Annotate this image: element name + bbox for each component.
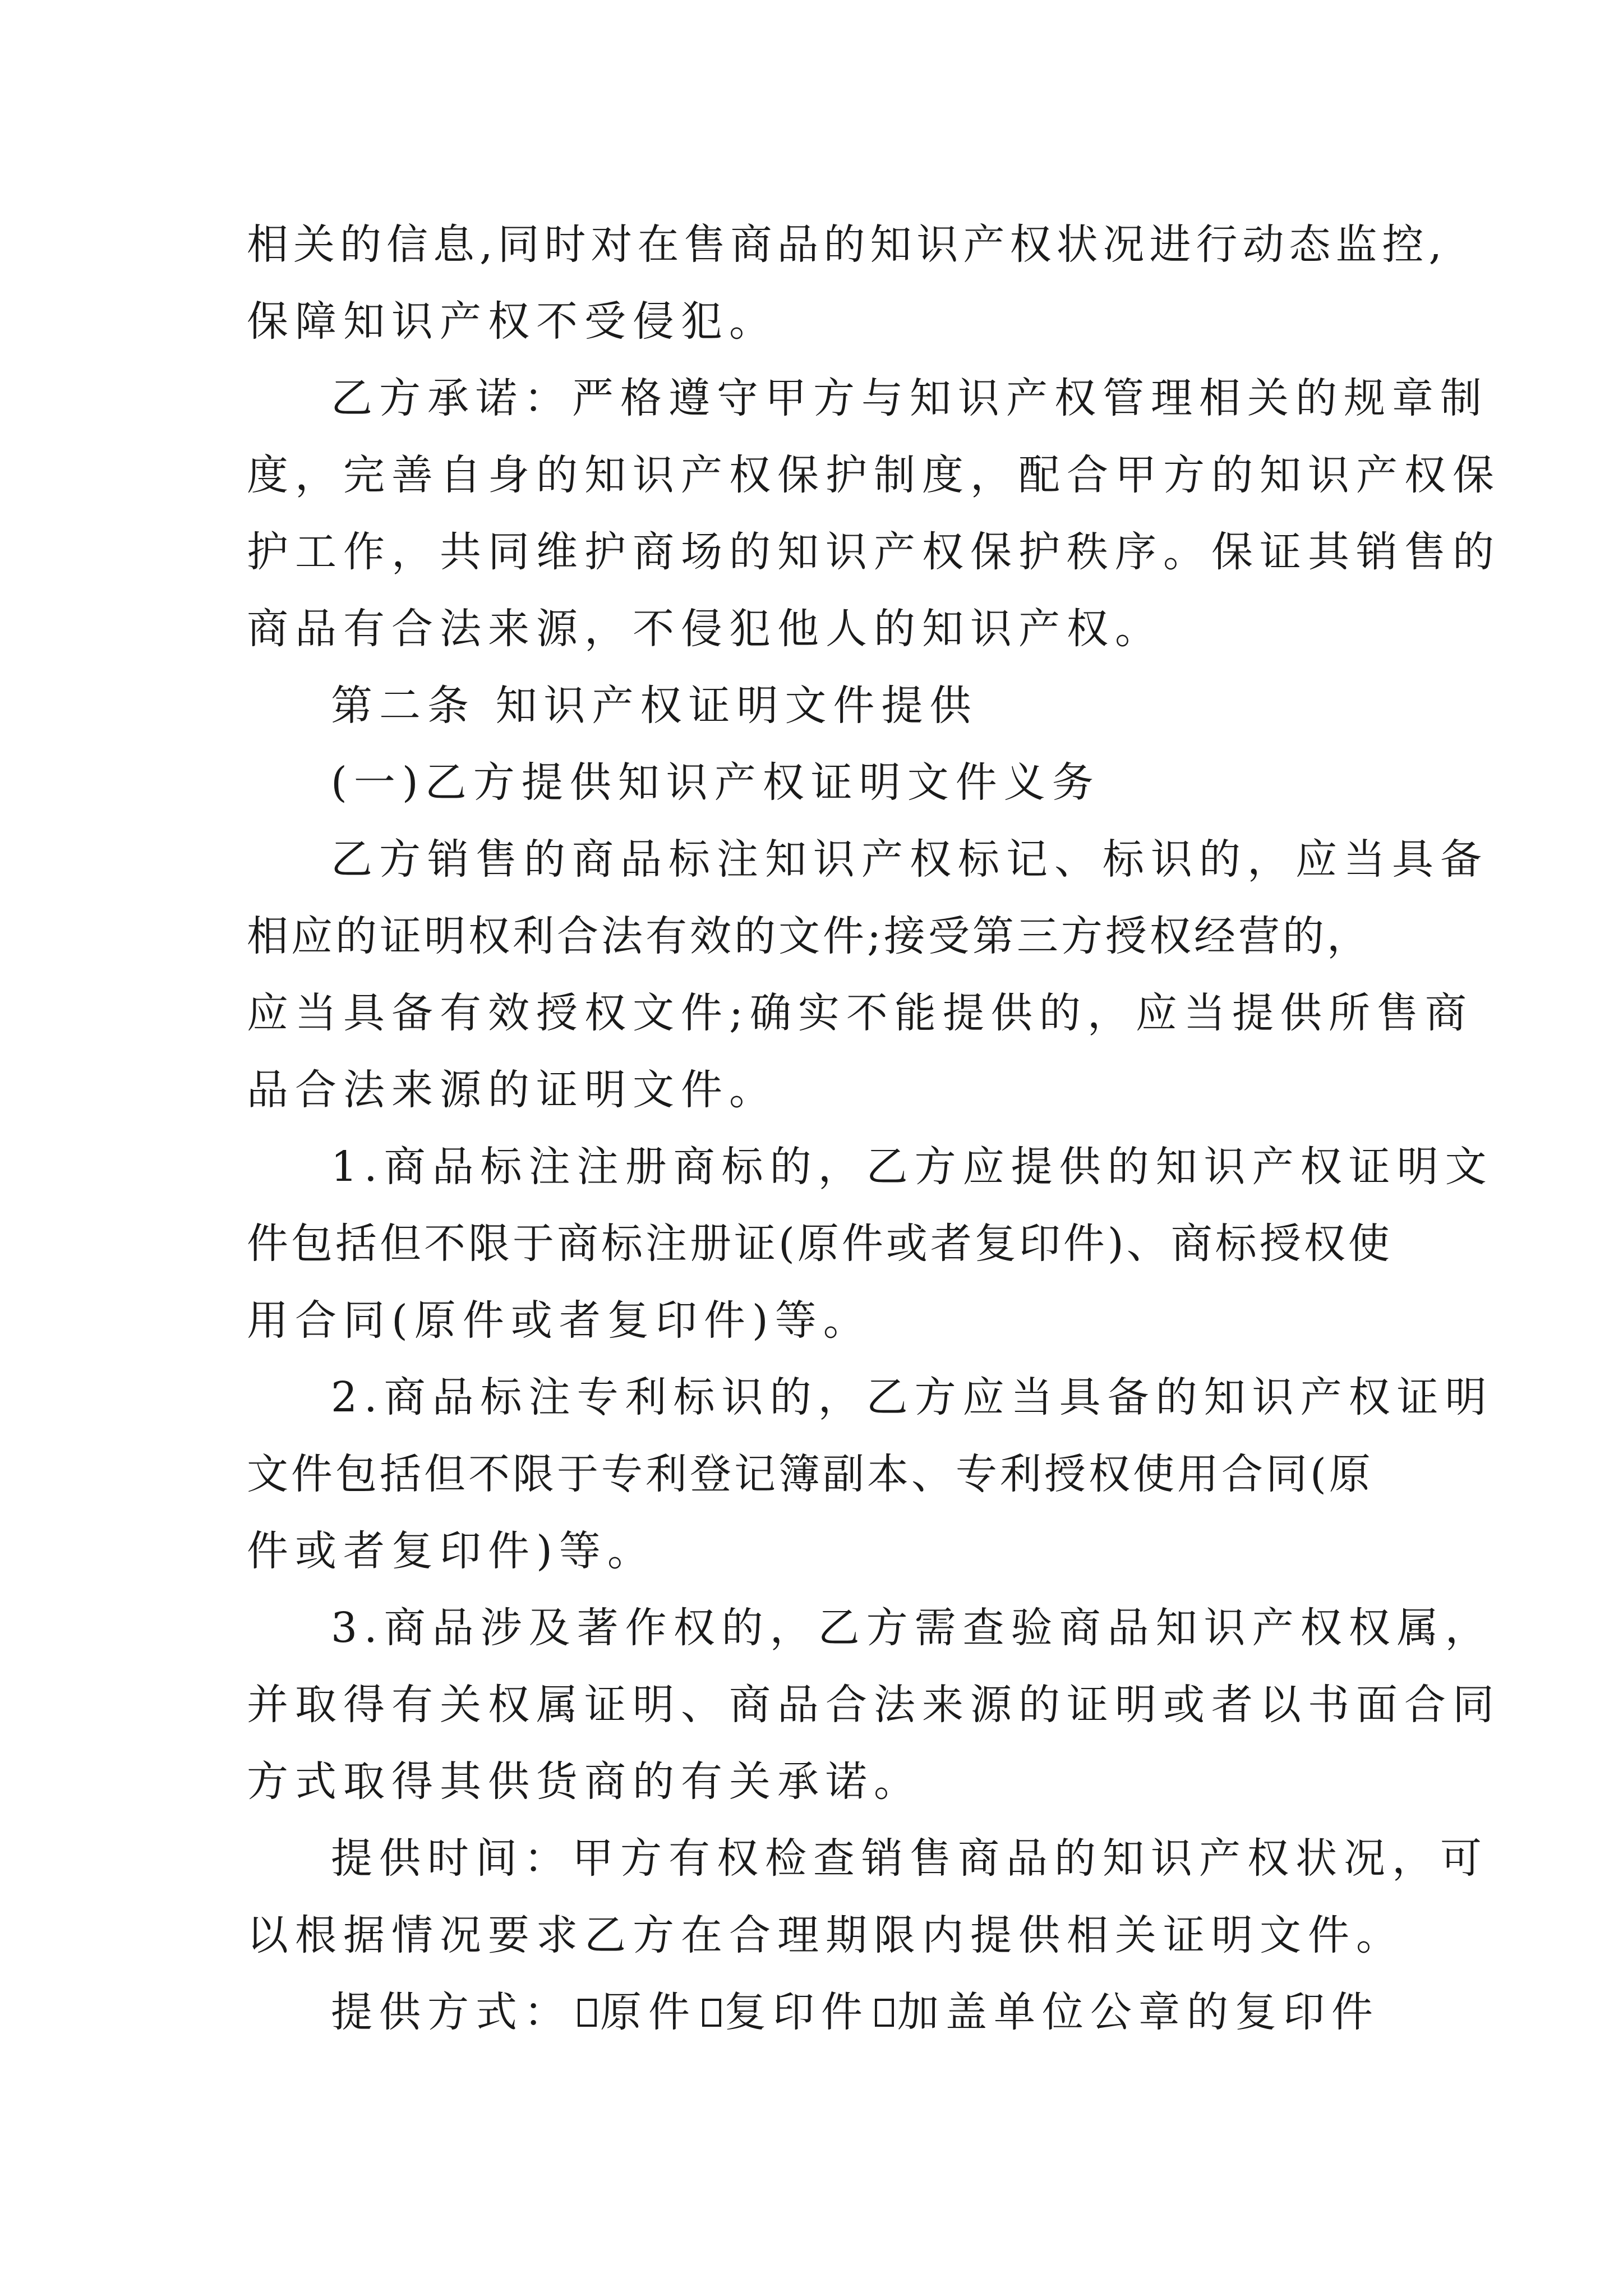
contract-body: [247, 206, 1501, 2051]
text-line: 方式取得其供货商的有关承诺。: [247, 1757, 922, 1806]
stamped-copy-option-label: 加盖单位公章的复印件: [897, 1988, 1380, 2036]
provision-method-label: 提供方式：: [331, 1988, 572, 2036]
text-line: 件包括但不限于商标注册证(原件或者复印件)、商标授权使: [247, 1220, 1393, 1268]
text-line: 提供时间：甲方有权检查销售商品的知识产权状况，可: [331, 1834, 1488, 1883]
text-line: 乙方销售的商品标注知识产权标记、标识的，应当具备: [331, 835, 1488, 884]
text-line: 应当具备有效授权文件;确实不能提供的，应当提供所售商: [247, 989, 1473, 1037]
text-line: 用合同(原件或者复印件)等。: [247, 1296, 872, 1345]
text-line: 1.商品标注注册商标的，乙方应提供的知识产权证明文: [331, 1143, 1493, 1191]
text-line: 2.商品标注专利标识的，乙方应当具备的知识产权证明: [331, 1373, 1493, 1421]
stamped-copy-checkbox[interactable]: [875, 1999, 894, 2027]
copy-option-label: 复印件: [725, 1988, 869, 2036]
original-option-label: 原件: [600, 1988, 697, 2036]
original-checkbox[interactable]: [578, 1999, 597, 2027]
text-line: 保障知识产权不受侵犯。: [247, 297, 777, 346]
text-line: 件或者复印件)等。: [247, 1527, 656, 1575]
copy-checkbox[interactable]: [702, 1999, 721, 2027]
text-line: 品合法来源的证明文件。: [247, 1066, 777, 1114]
text-line: 乙方承诺：严格遵守甲方与知识产权管理相关的规章制: [331, 374, 1488, 422]
subsection-heading: (一)乙方提供知识产权证明文件义务: [331, 758, 1100, 807]
text-line: 以根据情况要求乙方在合理期限内提供相关证明文件。: [247, 1911, 1404, 1959]
text-line: 相应的证明权利合法有效的文件;接受第三方授权经营的，: [247, 912, 1371, 960]
text-line: 并取得有关权属证明、商品合法来源的证明或者以书面合同: [247, 1681, 1501, 1729]
text-line: 商品有合法来源，不侵犯他人的知识产权。: [247, 605, 1163, 653]
text-line: 文件包括但不限于专利登记簿副本、专利授权使用合同(原: [247, 1450, 1373, 1498]
text-line: 度，完善自身的知识产权保护制度，配合甲方的知识产权保: [247, 451, 1501, 499]
text-line: 3.商品涉及著作权的，乙方需查验商品知识产权权属，: [331, 1604, 1493, 1652]
text-line: 护工作，共同维护商场的知识产权保护秩序。保证其销售的: [247, 528, 1501, 576]
section-heading: 第二条 知识产权证明文件提供: [331, 682, 978, 730]
provision-method-line: [247, 1974, 1380, 2051]
text-line: 相关的信息,同时对在售商品的知识产权状况进行动态监控,: [247, 220, 1447, 269]
